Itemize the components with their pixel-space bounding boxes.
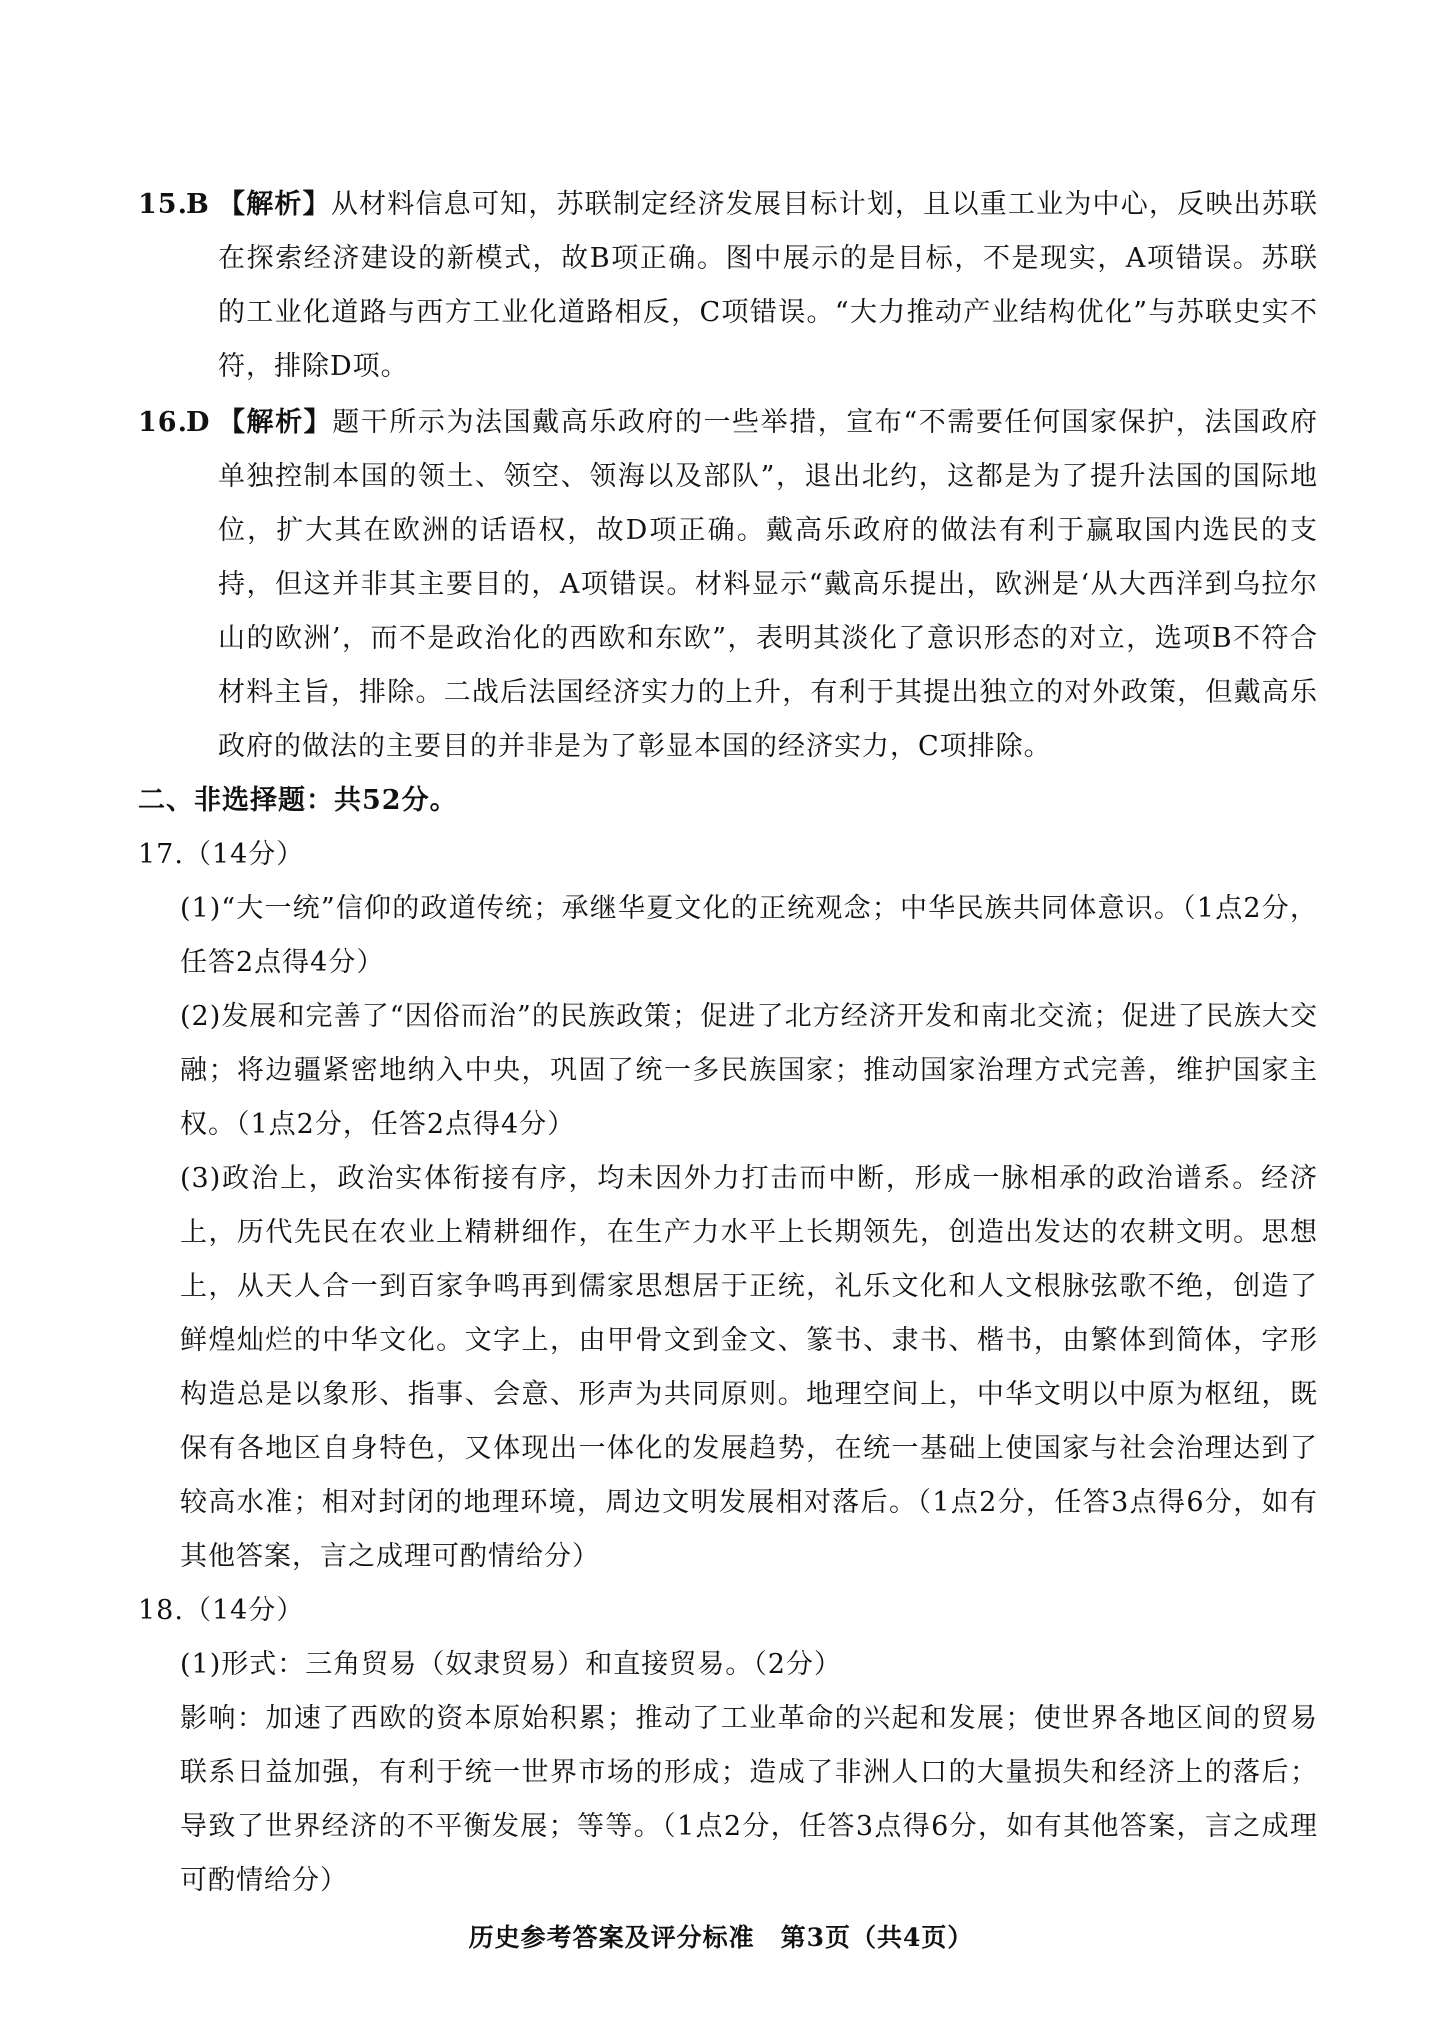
question-number: 16.: [138, 407, 188, 438]
analysis-body: [218, 178, 1318, 394]
page-content: [138, 178, 1318, 1908]
analysis-text: 从材料信息可知，苏联制定经济发展目标计划，且以重工业为中心，反映出苏联在探索经济建设的新模式，故B项正确。图中展示的是目标，不是现实，A项错误。苏联的工业化道路与西方工业化道路相反，C项错误。“大力推动产业结构优化”与苏联史实不符，排除D项。: [218, 189, 1319, 382]
analysis-body: [218, 396, 1318, 774]
section-title: 二、非选择题：共52分。: [138, 785, 458, 816]
answer-letter: B: [186, 189, 210, 220]
question-17-part-3: (3)政治上，政治实体衔接有序，均未因外力打击而中断，形成一脉相承的政治谱系。经济上，历代先民在农业上精耕细作，在生产力水平上长期领先，创造出发达的农耕文明。思想上，从天人合一到百家争鸣再到儒家思想居于正统，礼乐文化和人文根脉弦歌不绝，创造了鲜煌灿烂的中华文化。文字上，由甲骨文到金文、篆书、隶书、楷书，由繁体到简体，字形构造总是以象形、指事、会意、形声为共同原则。地理空间上，中华文明以中原为枢纽，既保有各地区自身特色，又体现出一体化的发展趋势，在统一基础上使国家与社会治理达到了较高水准；相对封闭的地理环境，周边文明发展相对落后。（1点2分，任答3点得6分，如有其他答案，言之成理可酌情给分）: [180, 1163, 1318, 1572]
analysis-text: 题干所示为法国戴高乐政府的一些举措，宣布“不需要任何国家保护，法国政府单独控制本国的领土、领空、领海以及部队”，退出北约，这都是为了提升法国的国际地位，扩大其在欧洲的话语权，故D项正确。戴高乐政府的做法有利于赢取国内选民的支持，但这并非其主要目的，A项错误。材料显示“戴高乐提出，欧洲是‘从大西洋到乌拉尔山的欧洲’，而不是政治化的西欧和东欧”，表明其淡化了意识形态的对立，选项B不符合材料主旨，排除。二战后法国经济实力的上升，有利于其提出独立的对外政策，但戴高乐政府的做法的主要目的并非是为了彰显本国的经济实力，C项排除。: [218, 407, 1318, 762]
question-17-part-1: (1)“大一统”信仰的政道传统；承继华夏文化的正统观念；中华民族共同体意识。（1点2分，任答2点得4分）: [180, 893, 1318, 978]
page-footer: 历史参考答案及评分标准 第3页（共4页）: [468, 1923, 974, 1952]
question-17-heading: 17.（14分）: [138, 839, 305, 870]
question-16: [138, 396, 1318, 774]
question-17-part-2: (2)发展和完善了“因俗而治”的民族政策；促进了北方经济开发和南北交流；促进了民族大交融；将边疆紧密地纳入中央，巩固了统一多民族国家；推动国家治理方式完善，维护国家主权。（1点2分，任答2点得4分）: [180, 1001, 1318, 1140]
question-number: 15.: [138, 189, 188, 220]
question-15: [138, 178, 1318, 394]
answer-letter: D: [186, 407, 211, 438]
question-18-heading: 18.（14分）: [138, 1595, 305, 1626]
question-18-part-1: (1)形式：三角贸易（奴隶贸易）和直接贸易。（2分）: [180, 1649, 842, 1680]
analysis-tag: 【解析】: [218, 407, 333, 438]
analysis-tag: 【解析】: [218, 189, 331, 220]
question-18-impact: 影响：加速了西欧的资本原始积累；推动了工业革命的兴起和发展；使世界各地区间的贸易联系日益加强，有利于统一世界市场的形成；造成了非洲人口的大量损失和经济上的落后；导致了世界经济的不平衡发展；等等。（1点2分，任答3点得6分，如有其他答案，言之成理可酌情给分）: [180, 1703, 1318, 1896]
